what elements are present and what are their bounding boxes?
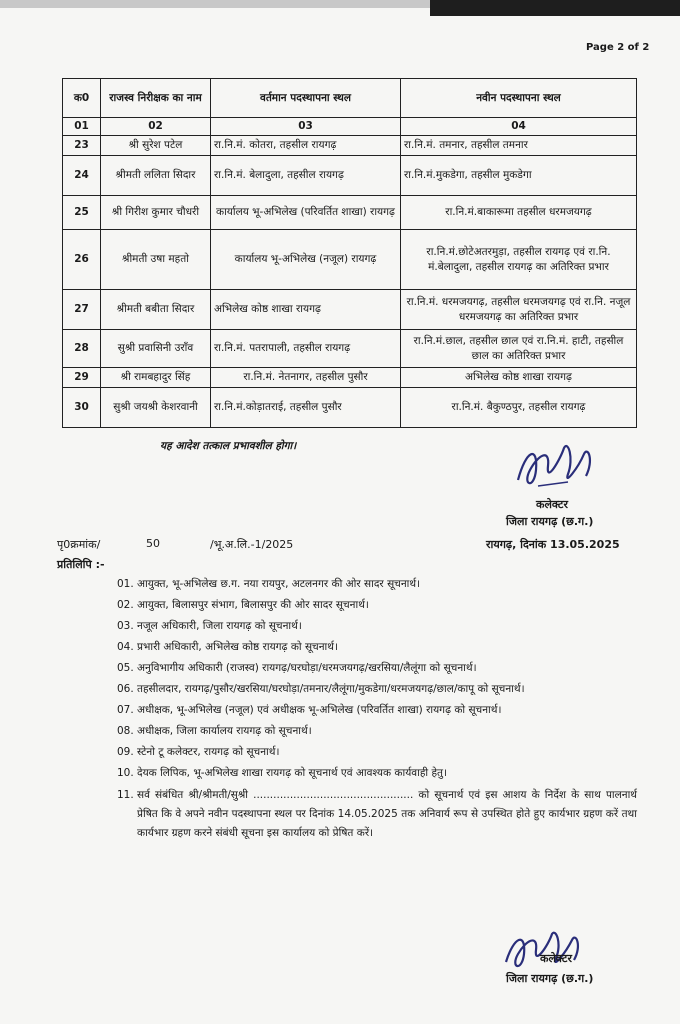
current-cell: रा.नि.मं. कोतरा, तहसील रायगढ़: [211, 136, 401, 156]
table-row: [63, 156, 637, 196]
name-cell: सुश्री प्रवासिनी उराँव: [101, 330, 211, 368]
new-cell: रा.नि.मं. बैकुण्ठपुर, तहसील रायगढ़: [401, 388, 637, 428]
col-header-current-posting: वर्तमान पदस्थापना स्थल: [211, 79, 401, 118]
new-cell: रा.नि.मं.छोटेअतरमुड़ा, तहसील रायगढ़ एवं रा.नि. मं.बेलादुला, तहसील रायगढ़ का अतिरिक्त प्रभार: [401, 230, 637, 290]
new-cell: रा.नि.मं.बाकारूमा तहसील धरमजयगढ़: [401, 196, 637, 230]
name-cell: श्रीमती उषा महतो: [101, 230, 211, 290]
table-row: [63, 196, 637, 230]
list-item: 07. अधीक्षक, भू-अभिलेख (नजूल) एवं अधीक्षक भू-अभिलेख (परिवर्तित शाखा) रायगढ़ को सूचनार्थ।: [117, 704, 502, 716]
list-item: 03. नजूल अधिकारी, जिला रायगढ़ को सूचनार्थ।: [117, 620, 302, 632]
serial-cell: 24: [63, 156, 101, 196]
signature2-title: कलेक्टर: [540, 952, 572, 965]
list-item: 06. तहसीलदार, रायगढ़/पुसौर/खरसिया/घरघोड़ा/तमनार/लैलूंगा/मुकडेगा/धरमजयगढ़/छाल/कापू को सूचनार्थ।: [117, 683, 525, 695]
list-item: 02. आयुक्त, बिलासपुर संभाग, बिलासपुर की ओर सादर सूचनार्थ।: [117, 599, 369, 611]
list-item: 09. स्टेनो टू कलेक्टर, रायगढ़ को सूचनार्थ।: [117, 746, 280, 758]
reference-place-date: रायगढ़, दिनांक 13.05.2025: [486, 538, 620, 551]
list-item: 11. सर्व संबंधित श्री/श्रीमती/सुश्री ................................................ को सूचनार्थ एवं इस आशय के निर्देश के साथ पालनार्थ प्रेषित कि वे अपने नवीन पदस्थापना स्थल पर दिनांक 14.05.2025 तक अनिवार्य रूप से उपस्थित होते हुए कार्यभार ग्रहण करें तथा कार्यभार ग्रहण करने संबंधी सूचना इस कार्यालय को प्रेषित करें।: [117, 789, 637, 839]
current-cell: रा.नि.मं. पतरापाली, तहसील रायगढ़: [211, 330, 401, 368]
transfer-table: [62, 78, 637, 428]
collector-signature-1: [508, 440, 598, 500]
new-cell: रा.नि.मं. तमनार, तहसील तमनार: [401, 136, 637, 156]
current-cell: रा.नि.मं. नेतनागर, तहसील पुसौर: [211, 368, 401, 388]
page-number: Page 2 of 2: [586, 42, 650, 53]
table-row: [63, 388, 637, 428]
col-number: 03: [211, 118, 401, 136]
serial-cell: 25: [63, 196, 101, 230]
signature1-title: कलेक्टर: [536, 498, 568, 511]
table-colnum-row: [63, 118, 637, 136]
col-header-inspector-name: राजस्व निरीक्षक का नाम: [101, 79, 211, 118]
current-cell: कार्यालय भू-अभिलेख (नजूल) रायगढ़: [211, 230, 401, 290]
name-cell: सुश्री जयश्री केशरवानी: [101, 388, 211, 428]
current-cell: रा.नि.मं. बेलादुला, तहसील रायगढ़: [211, 156, 401, 196]
list-item: 08. अधीक्षक, जिला कार्यालय रायगढ़ को सूचनार्थ।: [117, 725, 312, 737]
reference-code: /भू.अ.लि.-1/2025: [210, 538, 294, 551]
copy-heading: प्रतिलिपि :-: [57, 558, 105, 571]
name-cell: श्रीमती बबीता सिदार: [101, 290, 211, 330]
col-number: 01: [63, 118, 101, 136]
name-cell: श्री रामबहादुर सिंह: [101, 368, 211, 388]
list-item: 04. प्रभारी अधिकारी, अभिलेख कोष्ठ रायगढ़ को सूचनार्थ।: [117, 641, 338, 653]
reference-label: पृ0क्रमांक/: [57, 538, 101, 551]
name-cell: श्रीमती ललिता सिदार: [101, 156, 211, 196]
col-header-new-posting: नवीन पदस्थापना स्थल: [401, 79, 637, 118]
col-header-serial: क0: [63, 79, 101, 118]
name-cell: श्री सुरेश पटेल: [101, 136, 211, 156]
order-effective-note: यह आदेश तत्काल प्रभावशील होगा।: [160, 440, 297, 452]
serial-cell: 23: [63, 136, 101, 156]
new-cell: रा.नि.मं.मुकडेगा, तहसील मुकडेगा: [401, 156, 637, 196]
table-header-row: [63, 79, 637, 118]
list-item: 10. देयक लिपिक, भू-अभिलेख शाखा रायगढ़ को सूचनार्थ एवं आवश्यक कार्यवाही हेतु।: [117, 767, 448, 779]
table-row: [63, 368, 637, 388]
table-row: [63, 330, 637, 368]
col-number: 04: [401, 118, 637, 136]
new-cell: अभिलेख कोष्ठ शाखा रायगढ़: [401, 368, 637, 388]
serial-cell: 26: [63, 230, 101, 290]
scan-edge-dark: [430, 0, 680, 16]
current-cell: कार्यालय भू-अभिलेख (परिवर्तित शाखा) रायगढ़: [211, 196, 401, 230]
reference-number: 50: [146, 537, 160, 550]
serial-cell: 28: [63, 330, 101, 368]
serial-cell: 27: [63, 290, 101, 330]
list-item: 05. अनुविभागीय अधिकारी (राजस्व) रायगढ़/घरघोड़ा/धरमजयगढ़/खरसिया/लैलूंगा को सूचनार्थ।: [117, 662, 477, 674]
serial-cell: 29: [63, 368, 101, 388]
copy-list: [117, 576, 637, 848]
serial-cell: 30: [63, 388, 101, 428]
new-cell: रा.नि.मं. धरमजयगढ़, तहसील धरमजयगढ़ एवं रा.नि. नजूल धरमजयगढ़ का अतिरिक्त प्रभार: [401, 290, 637, 330]
table-row: [63, 230, 637, 290]
table-row: [63, 290, 637, 330]
signature2-office: जिला रायगढ़ (छ.ग.): [506, 972, 594, 985]
new-cell: रा.नि.मं.छाल, तहसील छाल एवं रा.नि.मं. हाटी, तहसील छाल का अतिरिक्त प्रभार: [401, 330, 637, 368]
col-number: 02: [101, 118, 211, 136]
current-cell: रा.नि.मं.कोड़ातराई, तहसील पुसौर: [211, 388, 401, 428]
name-cell: श्री गिरीश कुमार चौधरी: [101, 196, 211, 230]
signature1-office: जिला रायगढ़ (छ.ग.): [506, 515, 594, 528]
list-item: 01. आयुक्त, भू-अभिलेख छ.ग. नया रायपुर, अटलनगर की ओर सादर सूचनार्थ।: [117, 578, 421, 590]
table-row: [63, 136, 637, 156]
current-cell: अभिलेख कोष्ठ शाखा रायगढ़: [211, 290, 401, 330]
